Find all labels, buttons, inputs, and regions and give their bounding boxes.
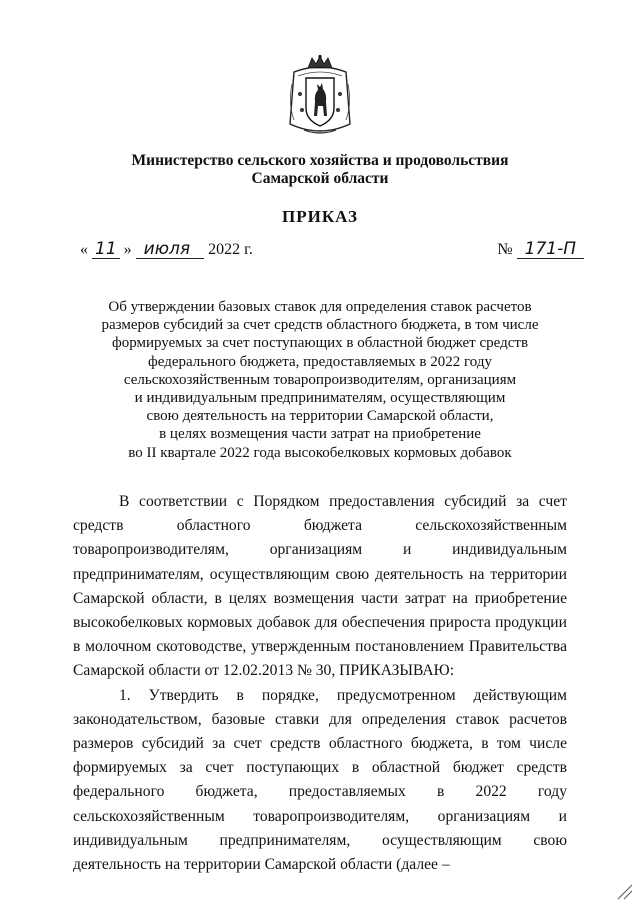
date-month: июля xyxy=(136,240,204,259)
subject-line: размеров субсидий за счет средств областного бюджета, в том числе xyxy=(101,317,539,334)
page-corner-mark-icon xyxy=(616,881,634,901)
date-year: 2022 г. xyxy=(208,241,253,258)
date-close-quote: » xyxy=(123,241,132,258)
subject-line: Об утверждении базовых ставок для определения ставок расчетов xyxy=(108,299,532,315)
ministry-line-2: Самарской области xyxy=(251,170,389,187)
number-prefix: № xyxy=(497,241,513,258)
subject-line: федерального бюджета, предоставляемых в 2022 году xyxy=(148,353,492,370)
subject-line: сельскохозяйственным товаропроизводителям, организациям xyxy=(123,371,517,388)
number-value: 171-П xyxy=(517,240,584,259)
order-number xyxy=(497,240,584,259)
subject-line: свою деятельность на территории Самарской области, xyxy=(146,408,494,425)
ministry-name xyxy=(60,152,580,188)
order-date xyxy=(80,240,253,259)
subject-line: формируемых за счет поступающих в областной бюджет средств xyxy=(111,335,529,352)
order-subject xyxy=(60,298,580,462)
body-paragraph-preamble: В соответствии с Порядком предоставления субсидий за счет средств областного бюджета сельскохозяйственным товаропроизводителям, организациям и индивидуальным предпринимателям, осуществляющим свою деятельность на территории Самарской области, в целях возмещения части затрат на приобретение высокобелковых кормовых добавок для обеспечения прироста продукции в молочном скотоводстве, утвержденным постановлением Правительства Самарской области от 12.02.2013 № 30, ПРИКАЗЫВАЮ: xyxy=(73,493,567,680)
subject-line: в целях возмещения части затрат на приобретение xyxy=(159,426,481,443)
coat-of-arms-emblem xyxy=(284,54,356,140)
document-type-title: ПРИКАЗ xyxy=(282,207,358,226)
subject-line: во II квартале 2022 года высокобелковых кормовых добавок xyxy=(128,444,512,461)
date-open-quote: « xyxy=(80,241,88,258)
order-body xyxy=(73,490,567,877)
subject-line: и индивидуальным предпринимателям, осуществляющим xyxy=(134,390,506,407)
body-paragraph-item-1: 1. Утвердить в порядке, предусмотренном действующим законодательством, базовые ставки для определения ставок расчетов размеров субсидий за счет средств областного бюджета, в том числе формируемых за счет поступающих в областной бюджет средств федерального бюджета, предоставляемых в 2022 году сельскохозяйственным товаропроизводителям, организациям и индивидуальным предпринимателям, осуществляющим свою деятельность на территории Самарской области (далее – xyxy=(73,686,567,874)
date-day: 11 xyxy=(92,240,120,259)
ministry-line-1: Министерство сельского хозяйства и продовольствия xyxy=(131,152,509,169)
